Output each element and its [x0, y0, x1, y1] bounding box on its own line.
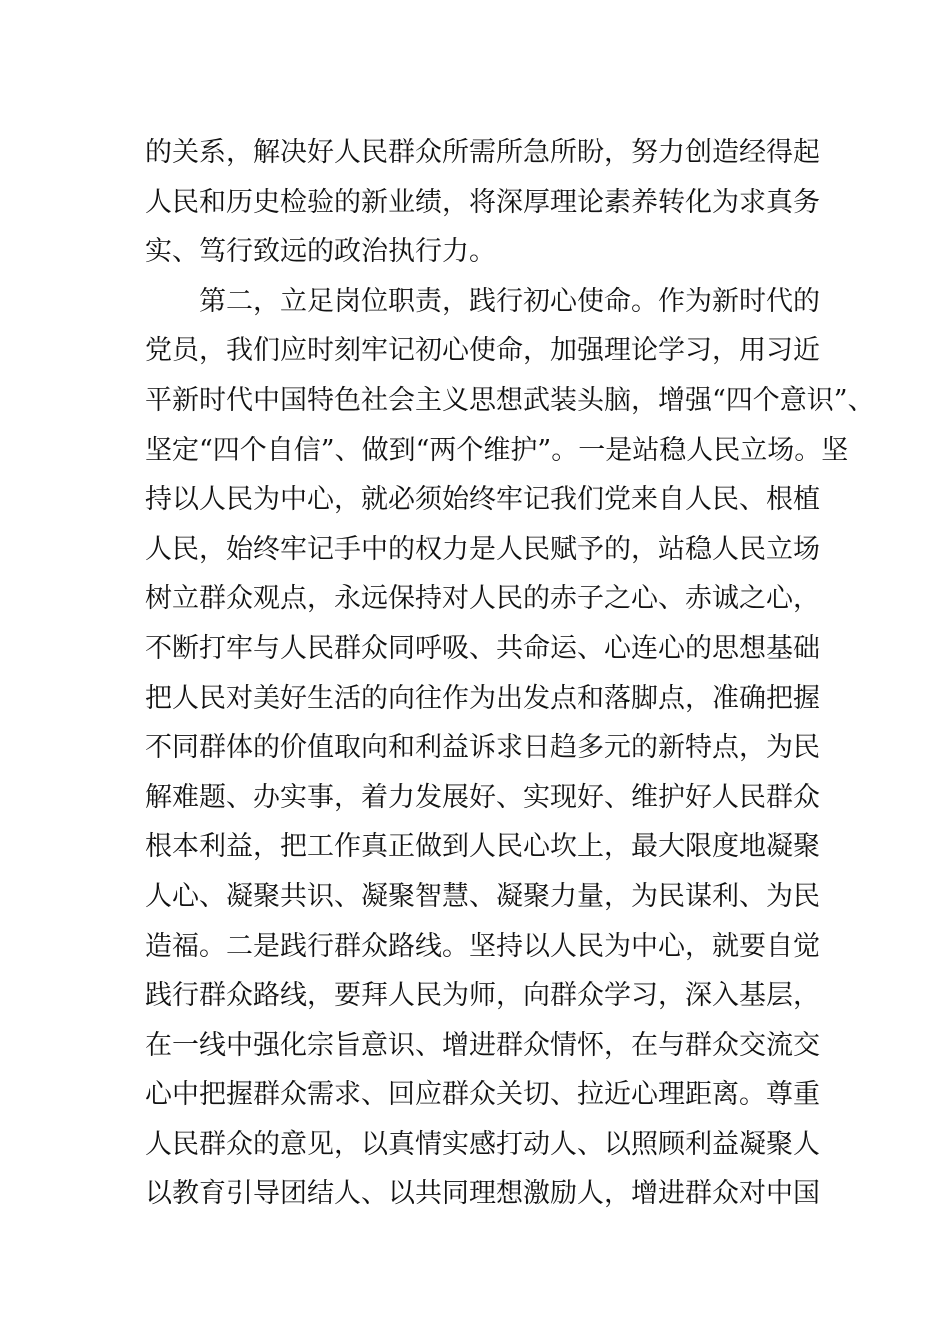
body-text: [145, 128, 875, 1219]
text-line: 以教育引导团结人、以共同理想激励人，增进群众对中国: [145, 1178, 820, 1210]
text-line: 实、笃行致远的政治执行力。: [145, 236, 496, 268]
text-line: 在一线中强化宗旨意识、增进群众情怀，在与群众交流交: [145, 1029, 820, 1061]
text-line: 心中把握群众需求、回应群众关切、拉近心理距离。尊重: [145, 1079, 820, 1111]
text-line: 造福。二是践行群众路线。坚持以人民为中心，就要自觉: [145, 930, 820, 962]
text-line: 人民和历史检验的新业绩，将深厚理论素养转化为求真务: [145, 186, 820, 218]
text-line: 人心、凝聚共识、凝聚智慧、凝聚力量，为民谋利、为民: [145, 880, 820, 912]
text-line: 践行群众路线，要拜人民为师，向群众学习，深入基层，: [145, 980, 820, 1012]
text-line: 把人民对美好生活的向往作为出发点和落脚点，准确把握: [145, 682, 820, 714]
text-line: 平新时代中国特色社会主义思想武装头脑，增强“四个意识”、: [145, 384, 875, 416]
text-line: 的关系，解决好人民群众所需所急所盼，努力创造经得起: [145, 137, 820, 168]
text-line: 解难题、办实事，着力发展好、实现好、维护好人民群众: [145, 781, 820, 813]
text-line: 根本利益，把工作真正做到人民心坎上，最大限度地凝聚: [145, 831, 820, 863]
paragraph-start-line: 第二，立足岗位职责，践行初心使命。作为新时代的: [145, 285, 820, 317]
text-line: 人民群众的意见，以真情实感打动人、以照顾利益凝聚人: [145, 1128, 820, 1160]
text-line: 树立群众观点，永远保持对人民的赤子之心、赤诚之心，: [145, 583, 820, 615]
text-line: 不同群体的价值取向和利益诉求日趋多元的新特点，为民: [145, 732, 820, 764]
text-line: 坚定“四个自信”、做到“两个维护”。一是站稳人民立场。坚: [145, 434, 849, 466]
text-line: 人民，始终牢记手中的权力是人民赋予的，站稳人民立场: [145, 533, 820, 565]
text-line: 不断打牢与人民群众同呼吸、共命运、心连心的思想基础: [145, 632, 820, 664]
text-line: 持以人民为中心，就必须始终牢记我们党来自人民、根植: [145, 484, 820, 516]
text-line: 党员，我们应时刻牢记初心使命，加强理论学习，用习近: [145, 335, 820, 367]
